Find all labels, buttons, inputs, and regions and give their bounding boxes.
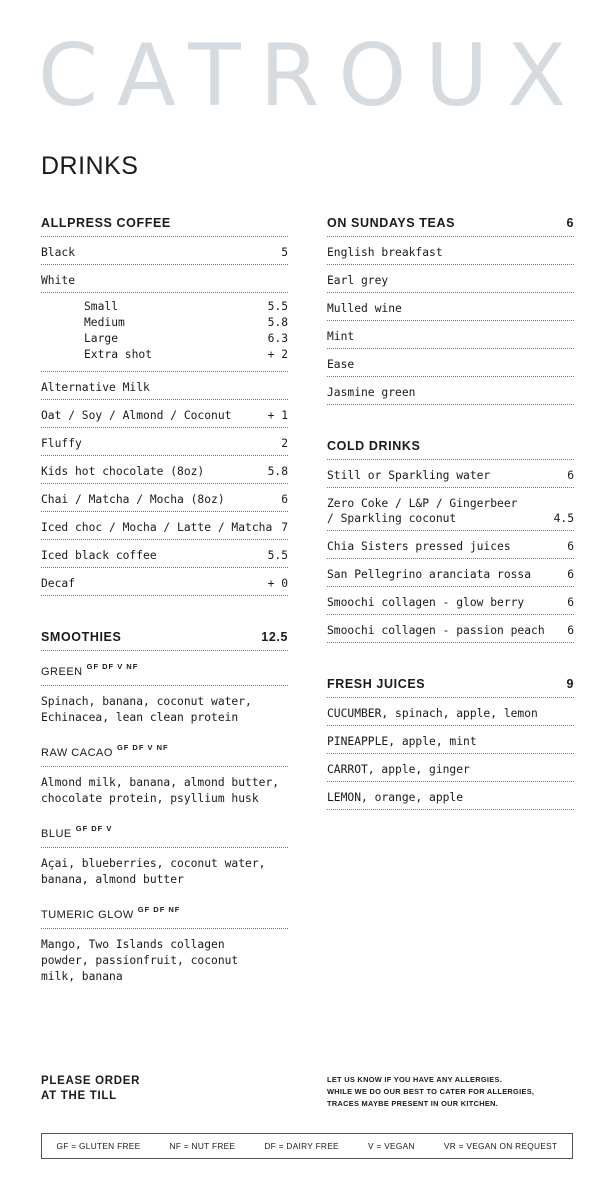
item-name: GREEN (41, 666, 83, 678)
menu-item (327, 349, 574, 377)
dietary-tags: GF DF V NF (86, 662, 139, 671)
menu-item (41, 428, 288, 456)
item-name: White (41, 274, 76, 287)
legend-item: V = VEGAN (368, 1141, 415, 1151)
item-name: Medium (84, 316, 125, 329)
section-header (41, 216, 288, 237)
item-name: LEMON, orange, apple (327, 791, 464, 804)
section-header (327, 439, 574, 460)
section-title: COLD DRINKS (327, 439, 421, 453)
item-price: 6 (567, 624, 574, 637)
section-title: SMOOTHIES (41, 630, 122, 644)
section-header (327, 677, 574, 698)
item-name: Iced choc / Mocha / Latte / Matcha (41, 521, 273, 534)
menu-item (327, 726, 574, 754)
item-name: Mint (327, 330, 355, 343)
section-title: FRESH JUICES (327, 677, 426, 691)
smoothie-name (41, 813, 288, 848)
item-price: + 2 (267, 348, 288, 361)
menu-item (41, 540, 288, 568)
menu-item (41, 484, 288, 512)
order-note: PLEASE ORDER AT THE TILL (41, 1075, 141, 1102)
dietary-tags: GF DF NF (137, 905, 181, 914)
juices-list (327, 698, 574, 810)
item-price: 6.3 (267, 332, 288, 345)
menu-item (41, 237, 288, 265)
dietary-tags: GF DF V NF (116, 743, 169, 752)
item-name: Fluffy (41, 437, 82, 450)
item-name: Black (41, 246, 76, 259)
section-price: 12.5 (261, 630, 288, 644)
section-title: ON SUNDAYS TEAS (327, 216, 456, 230)
size-option (41, 315, 288, 331)
menu-item (327, 237, 574, 265)
menu-item (327, 782, 574, 810)
menu-item (327, 531, 574, 559)
item-name: CARROT, apple, ginger (327, 763, 470, 776)
item-name: PINEAPPLE, apple, mint (327, 735, 477, 748)
item-name: Large (84, 332, 119, 345)
teas-list (327, 237, 574, 405)
smoothie-name (41, 732, 288, 767)
item-price: 5 (281, 246, 288, 259)
item-price: 5.5 (267, 300, 288, 313)
item-price: 6 (281, 493, 288, 506)
item-price: 5.8 (267, 465, 288, 478)
item-name: Earl grey (327, 274, 389, 287)
white-sizes-list (41, 293, 288, 372)
item-name: Smoochi collagen - glow berry (327, 596, 525, 609)
item-price: 4.5 (553, 512, 574, 525)
dietary-tags: GF DF V (75, 824, 113, 833)
allergy-note: LET US KNOW IF YOU HAVE ANY ALLERGIES. WHILE WE DO OUR BEST TO CATER FOR ALLERGIES, TRACES MAYBE PRESENT IN OUR KITCHEN. (327, 1075, 535, 1108)
coffee-section (41, 216, 288, 596)
menu-item (327, 615, 574, 643)
menu-item (327, 265, 574, 293)
smoothie-ingredients: Mango, Two Islands collagen powder, passionfruit, coconut milk, banana (41, 938, 239, 983)
brand-logo: CATROUX (38, 26, 586, 126)
item-price: 2 (281, 437, 288, 450)
legend-item: VR = VEGAN ON REQUEST (443, 1141, 558, 1151)
item-name: Mulled wine (327, 302, 402, 315)
menu-item (41, 512, 288, 540)
smoothie-list (41, 651, 288, 991)
cold-drinks-section (327, 439, 574, 643)
cold-drinks-list (327, 460, 574, 643)
item-price: 6 (567, 540, 574, 553)
right-column (327, 216, 574, 844)
size-option (41, 331, 288, 347)
item-name: Decaf (41, 577, 76, 590)
legend-item: NF = NUT FREE (169, 1141, 236, 1151)
item-name: Jasmine green (327, 386, 416, 399)
section-header (327, 216, 574, 237)
teas-section (327, 216, 574, 405)
item-price: 6 (567, 469, 574, 482)
legend-item: DF = DAIRY FREE (264, 1141, 339, 1151)
item-name: Zero Coke / L&P / Gingerbeer / Sparkling coconut (327, 497, 518, 525)
item-name: Iced black coffee (41, 549, 157, 562)
legend-item: GF = GLUTEN FREE (56, 1141, 141, 1151)
item-price: + 0 (267, 577, 288, 590)
item-name: RAW CACAO (41, 747, 113, 759)
item-price: 5.5 (267, 549, 288, 562)
smoothie-name (41, 651, 288, 686)
item-name: San Pellegrino aranciata rossa (327, 568, 532, 581)
smoothie-ingredients: Almond milk, banana, almond butter, chocolate protein, psyllium husk (41, 776, 280, 805)
coffee-items-bottom (41, 372, 288, 596)
item-price: 5.8 (267, 316, 288, 329)
item-name: Extra shot (84, 348, 153, 361)
menu-item (327, 754, 574, 782)
menu-item (327, 377, 574, 405)
item-price: + 1 (267, 409, 288, 422)
menu-item (41, 372, 288, 400)
section-price: 6 (566, 216, 574, 230)
smoothies-section (41, 630, 288, 991)
item-price: 6 (567, 568, 574, 581)
menu-item (327, 460, 574, 488)
item-name: BLUE (41, 828, 72, 840)
item-price: 7 (281, 521, 288, 534)
menu-item (41, 568, 288, 596)
item-name: Kids hot chocolate (8oz) (41, 465, 205, 478)
dietary-legend (41, 1133, 573, 1159)
item-price: 6 (567, 596, 574, 609)
size-option (41, 347, 288, 363)
item-name: Still or Sparkling water (327, 469, 491, 482)
section-header (41, 630, 288, 651)
smoothie-ingredients: Spinach, banana, coconut water, Echinacea, lean clean protein (41, 695, 252, 724)
coffee-items-top (41, 237, 288, 265)
menu-item (327, 559, 574, 587)
item-name: Ease (327, 358, 355, 371)
section-price: 9 (566, 677, 574, 691)
item-name: Chia Sisters pressed juices (327, 540, 511, 553)
item-name: Oat / Soy / Almond / Coconut (41, 409, 232, 422)
smoothie-ingredients: Açai, blueberries, coconut water, banana, almond butter (41, 857, 266, 886)
menu-item (327, 587, 574, 615)
item-name: Smoochi collagen - passion peach (327, 624, 545, 637)
menu-item (327, 698, 574, 726)
size-option (41, 299, 288, 315)
menu-item (327, 321, 574, 349)
menu-item (41, 400, 288, 428)
item-name: CUCUMBER, spinach, apple, lemon (327, 707, 538, 720)
menu-item (327, 293, 574, 321)
section-title: ALLPRESS COFFEE (41, 216, 171, 230)
item-name: Small (84, 300, 119, 313)
left-column (41, 216, 288, 1025)
fresh-juices-section (327, 677, 574, 810)
item-name: English breakfast (327, 246, 443, 259)
item-name: Chai / Matcha / Mocha (8oz) (41, 493, 225, 506)
menu-item-white (41, 265, 288, 293)
menu-item (327, 488, 574, 531)
item-name: TUMERIC GLOW (41, 909, 134, 921)
menu-item (41, 456, 288, 484)
item-name: Alternative Milk (41, 381, 150, 394)
page-title: DRINKS (41, 152, 139, 180)
smoothie-name (41, 894, 288, 929)
